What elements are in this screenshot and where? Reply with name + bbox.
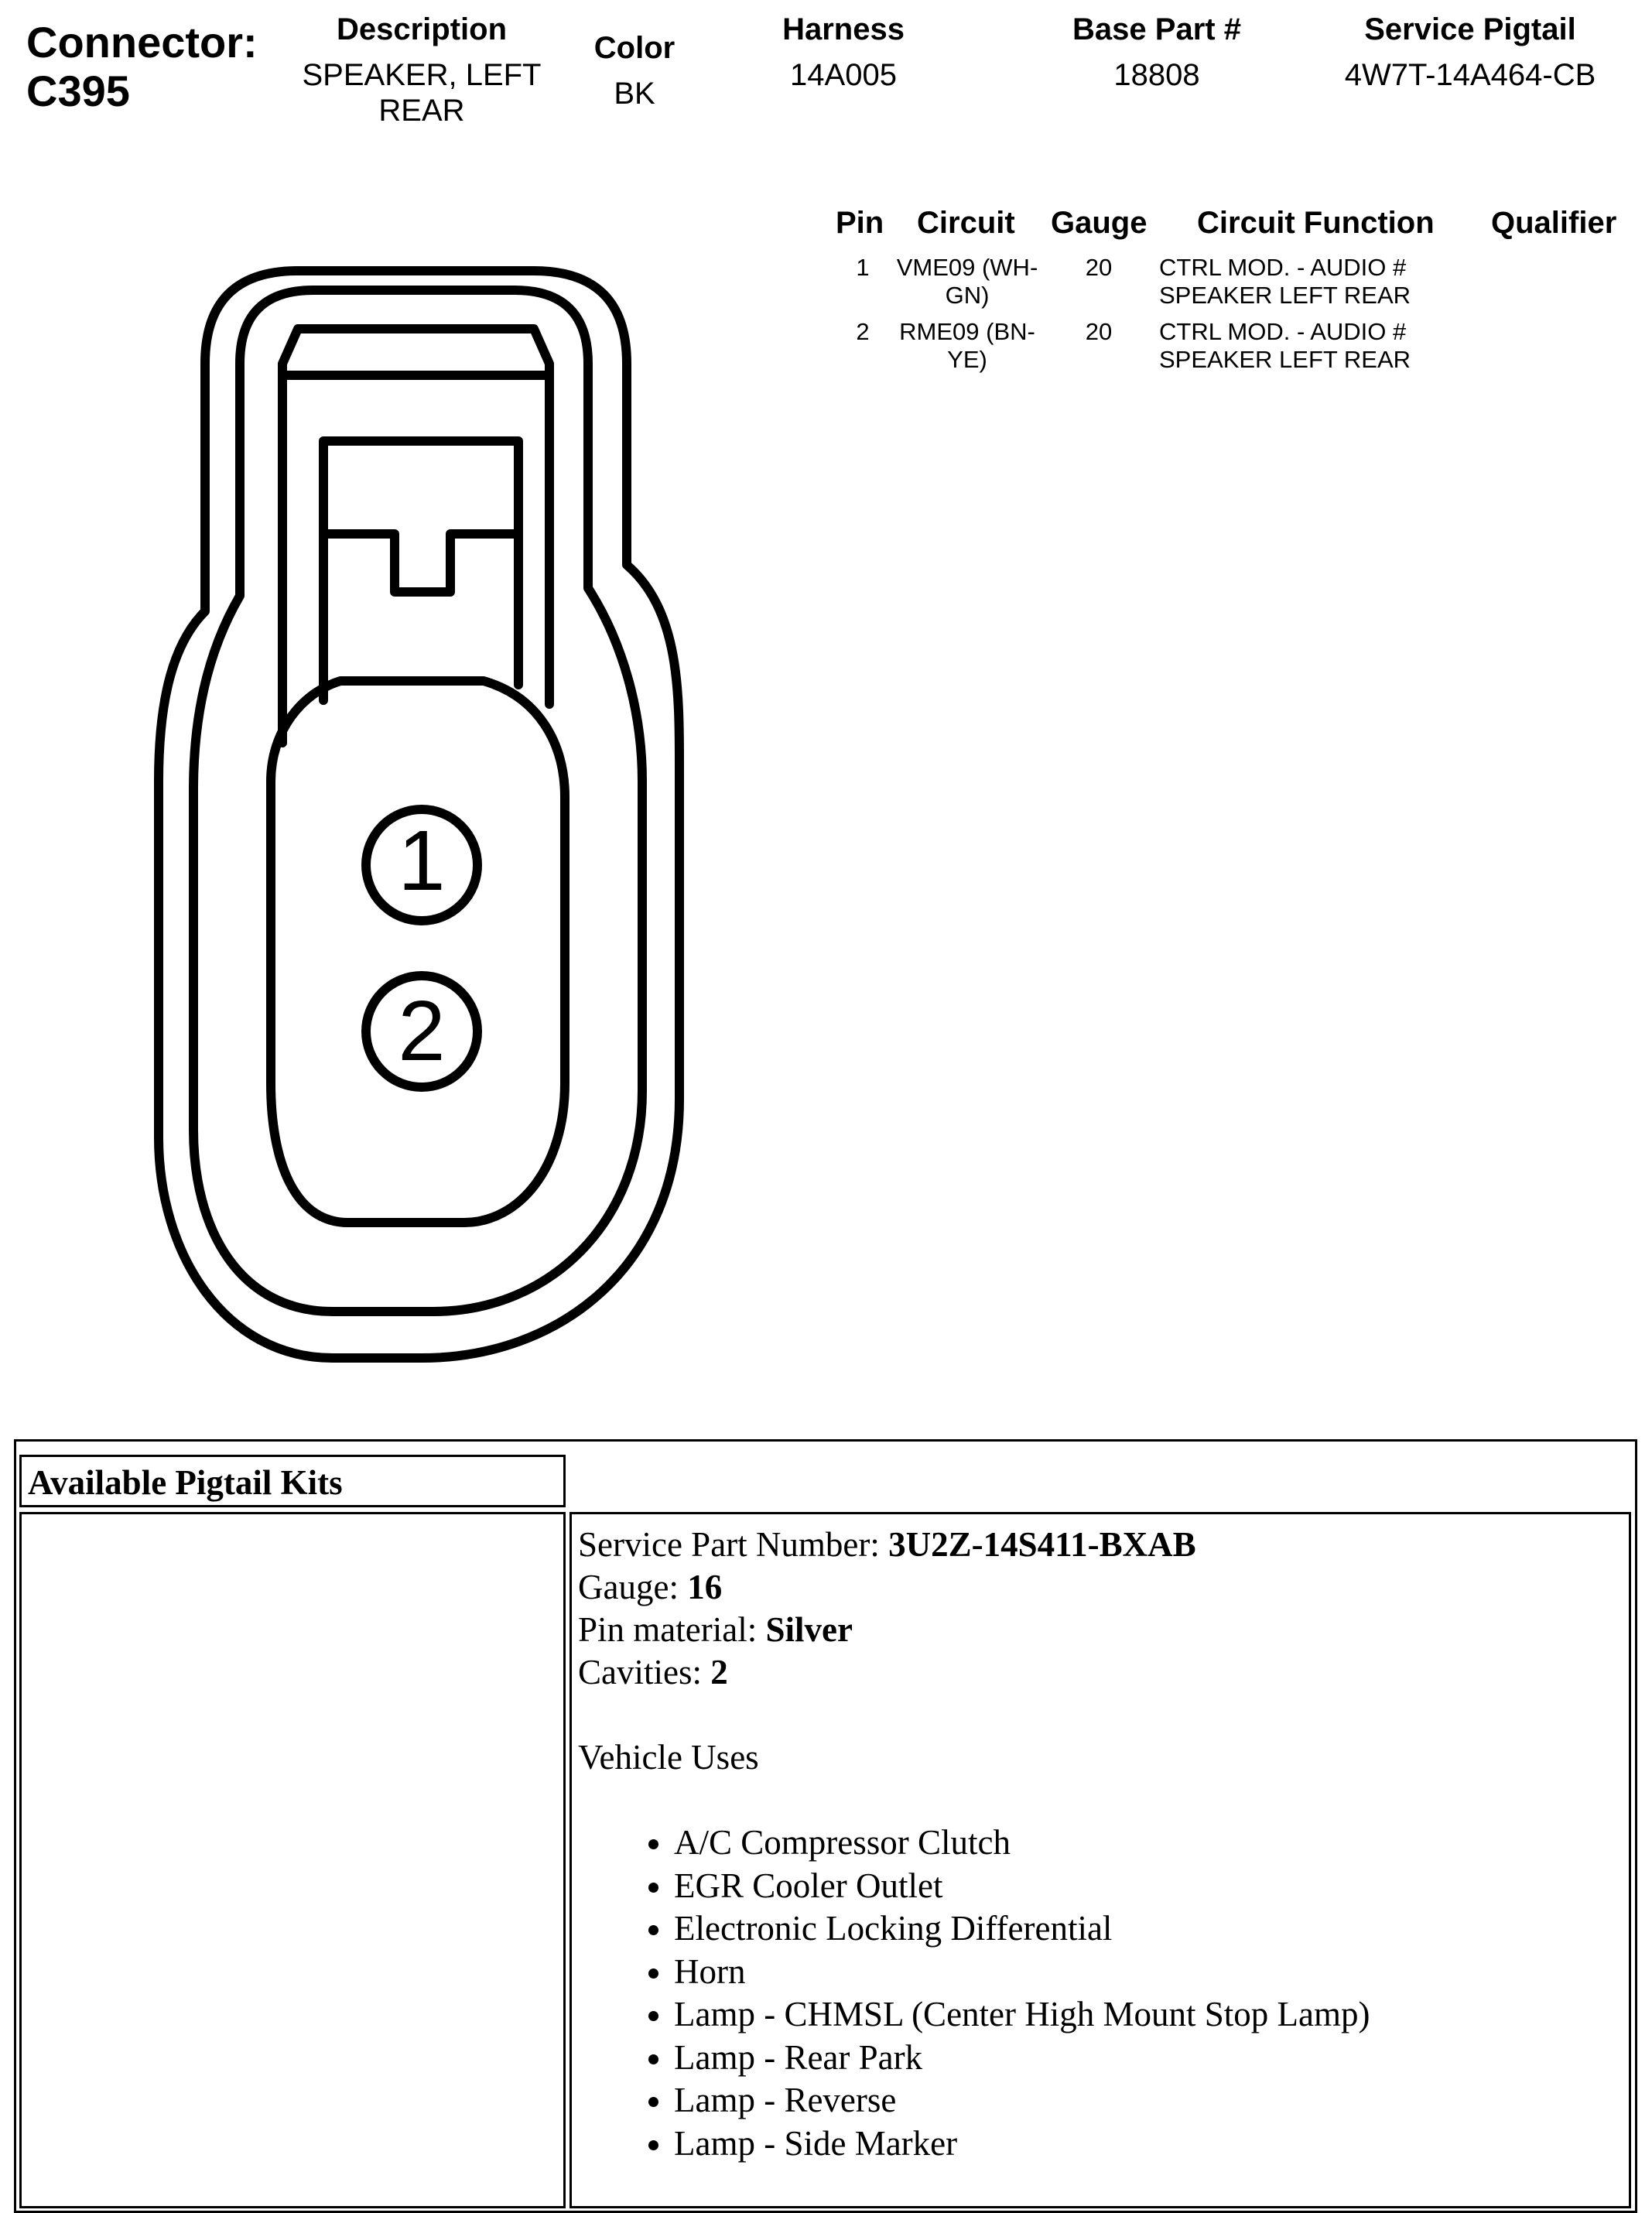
base-part-label: Base Part #	[1072, 12, 1241, 46]
connector-face-diagram	[151, 259, 693, 1373]
list-item: • Lamp - CHMSL (Center High Mount Stop Lamp)	[674, 1993, 1623, 2037]
list-item: • Electronic Locking Differential	[674, 1907, 1623, 1951]
service-pigtail-column	[1315, 12, 1625, 93]
terminal-insert-outline	[271, 681, 565, 1223]
service-part-number-line	[578, 1524, 1623, 1566]
cavities-value: 2	[710, 1653, 728, 1691]
list-item: • Lamp - Reverse	[674, 2079, 1623, 2122]
service-part-number-value: 3U2Z-14S411-BXAB	[888, 1525, 1196, 1564]
vehicle-uses-title: Vehicle Uses	[578, 1738, 759, 1777]
gauge-cell: 20	[1085, 254, 1113, 281]
color-value: BK	[614, 77, 655, 111]
gauge-line	[578, 1566, 1623, 1609]
pigtail-kit-image-cell	[19, 1512, 566, 2208]
circuit-function-cell: CTRL MOD. - AUDIO # SPEAKER LEFT REAR	[1159, 318, 1411, 373]
pin-material-value: Silver	[765, 1610, 853, 1649]
pigtail-kit-details-cell	[569, 1512, 1631, 2208]
list-item: • Lamp - Side Marker	[674, 2122, 1623, 2166]
vehicle-uses-list	[578, 1821, 1623, 2165]
circuit-function-header: Circuit Function	[1197, 206, 1435, 240]
color-label: Color	[593, 31, 676, 65]
connector-id: C395	[26, 66, 130, 115]
gauge-value: 16	[687, 1568, 723, 1606]
description-column	[275, 12, 569, 128]
service-pigtail-value: 4W7T-14A464-CB	[1344, 58, 1596, 92]
description-label: Description	[336, 12, 508, 46]
connector-title	[26, 19, 258, 115]
list-item: • A/C Compressor Clutch	[674, 1821, 1623, 1865]
base-part-value: 18808	[1113, 58, 1200, 92]
list-item: • Horn	[674, 1951, 1623, 1994]
list-item: • EGR Cooler Outlet	[674, 1865, 1623, 1908]
list-item: • Lamp - Rear Park	[674, 2037, 1623, 2080]
base-part-column	[1037, 12, 1277, 93]
gauge-header: Gauge	[1051, 206, 1148, 240]
color-column	[557, 31, 712, 111]
pin-cell: 2	[856, 318, 870, 345]
qualifier-header: Qualifier	[1491, 206, 1617, 240]
gauge-label: Gauge:	[578, 1568, 688, 1606]
harness-value: 14A005	[790, 58, 897, 92]
pin-cell: 1	[856, 254, 870, 281]
pin-material-line	[578, 1609, 1623, 1651]
pin-header: Pin	[836, 206, 884, 240]
pin-material-label: Pin material:	[578, 1610, 766, 1649]
harness-label: Harness	[782, 12, 905, 46]
connector-label: Connector:	[26, 18, 258, 67]
cavity-2-label: 2	[398, 983, 446, 1079]
circuit-cell: VME09 (WH-GN)	[896, 254, 1038, 309]
cavities-label: Cavities:	[578, 1653, 711, 1691]
circuit-function-cell: CTRL MOD. - AUDIO # SPEAKER LEFT REAR	[1159, 254, 1411, 309]
latch-window	[323, 441, 518, 700]
description-value: SPEAKER, LEFT REAR	[302, 58, 542, 128]
latch-notch	[325, 534, 517, 592]
cavity-1-label: 1	[398, 813, 446, 908]
circuit-header: Circuit	[917, 206, 1015, 240]
harness-column	[727, 12, 959, 93]
pigtail-kits-heading: Available Pigtail Kits	[19, 1455, 566, 1507]
cavities-line	[578, 1651, 1623, 1694]
circuit-cell: RME09 (BN-YE)	[899, 318, 1035, 373]
service-part-number-label: Service Part Number:	[578, 1525, 889, 1564]
service-pigtail-label: Service Pigtail	[1364, 12, 1576, 46]
gauge-cell: 20	[1085, 318, 1113, 345]
